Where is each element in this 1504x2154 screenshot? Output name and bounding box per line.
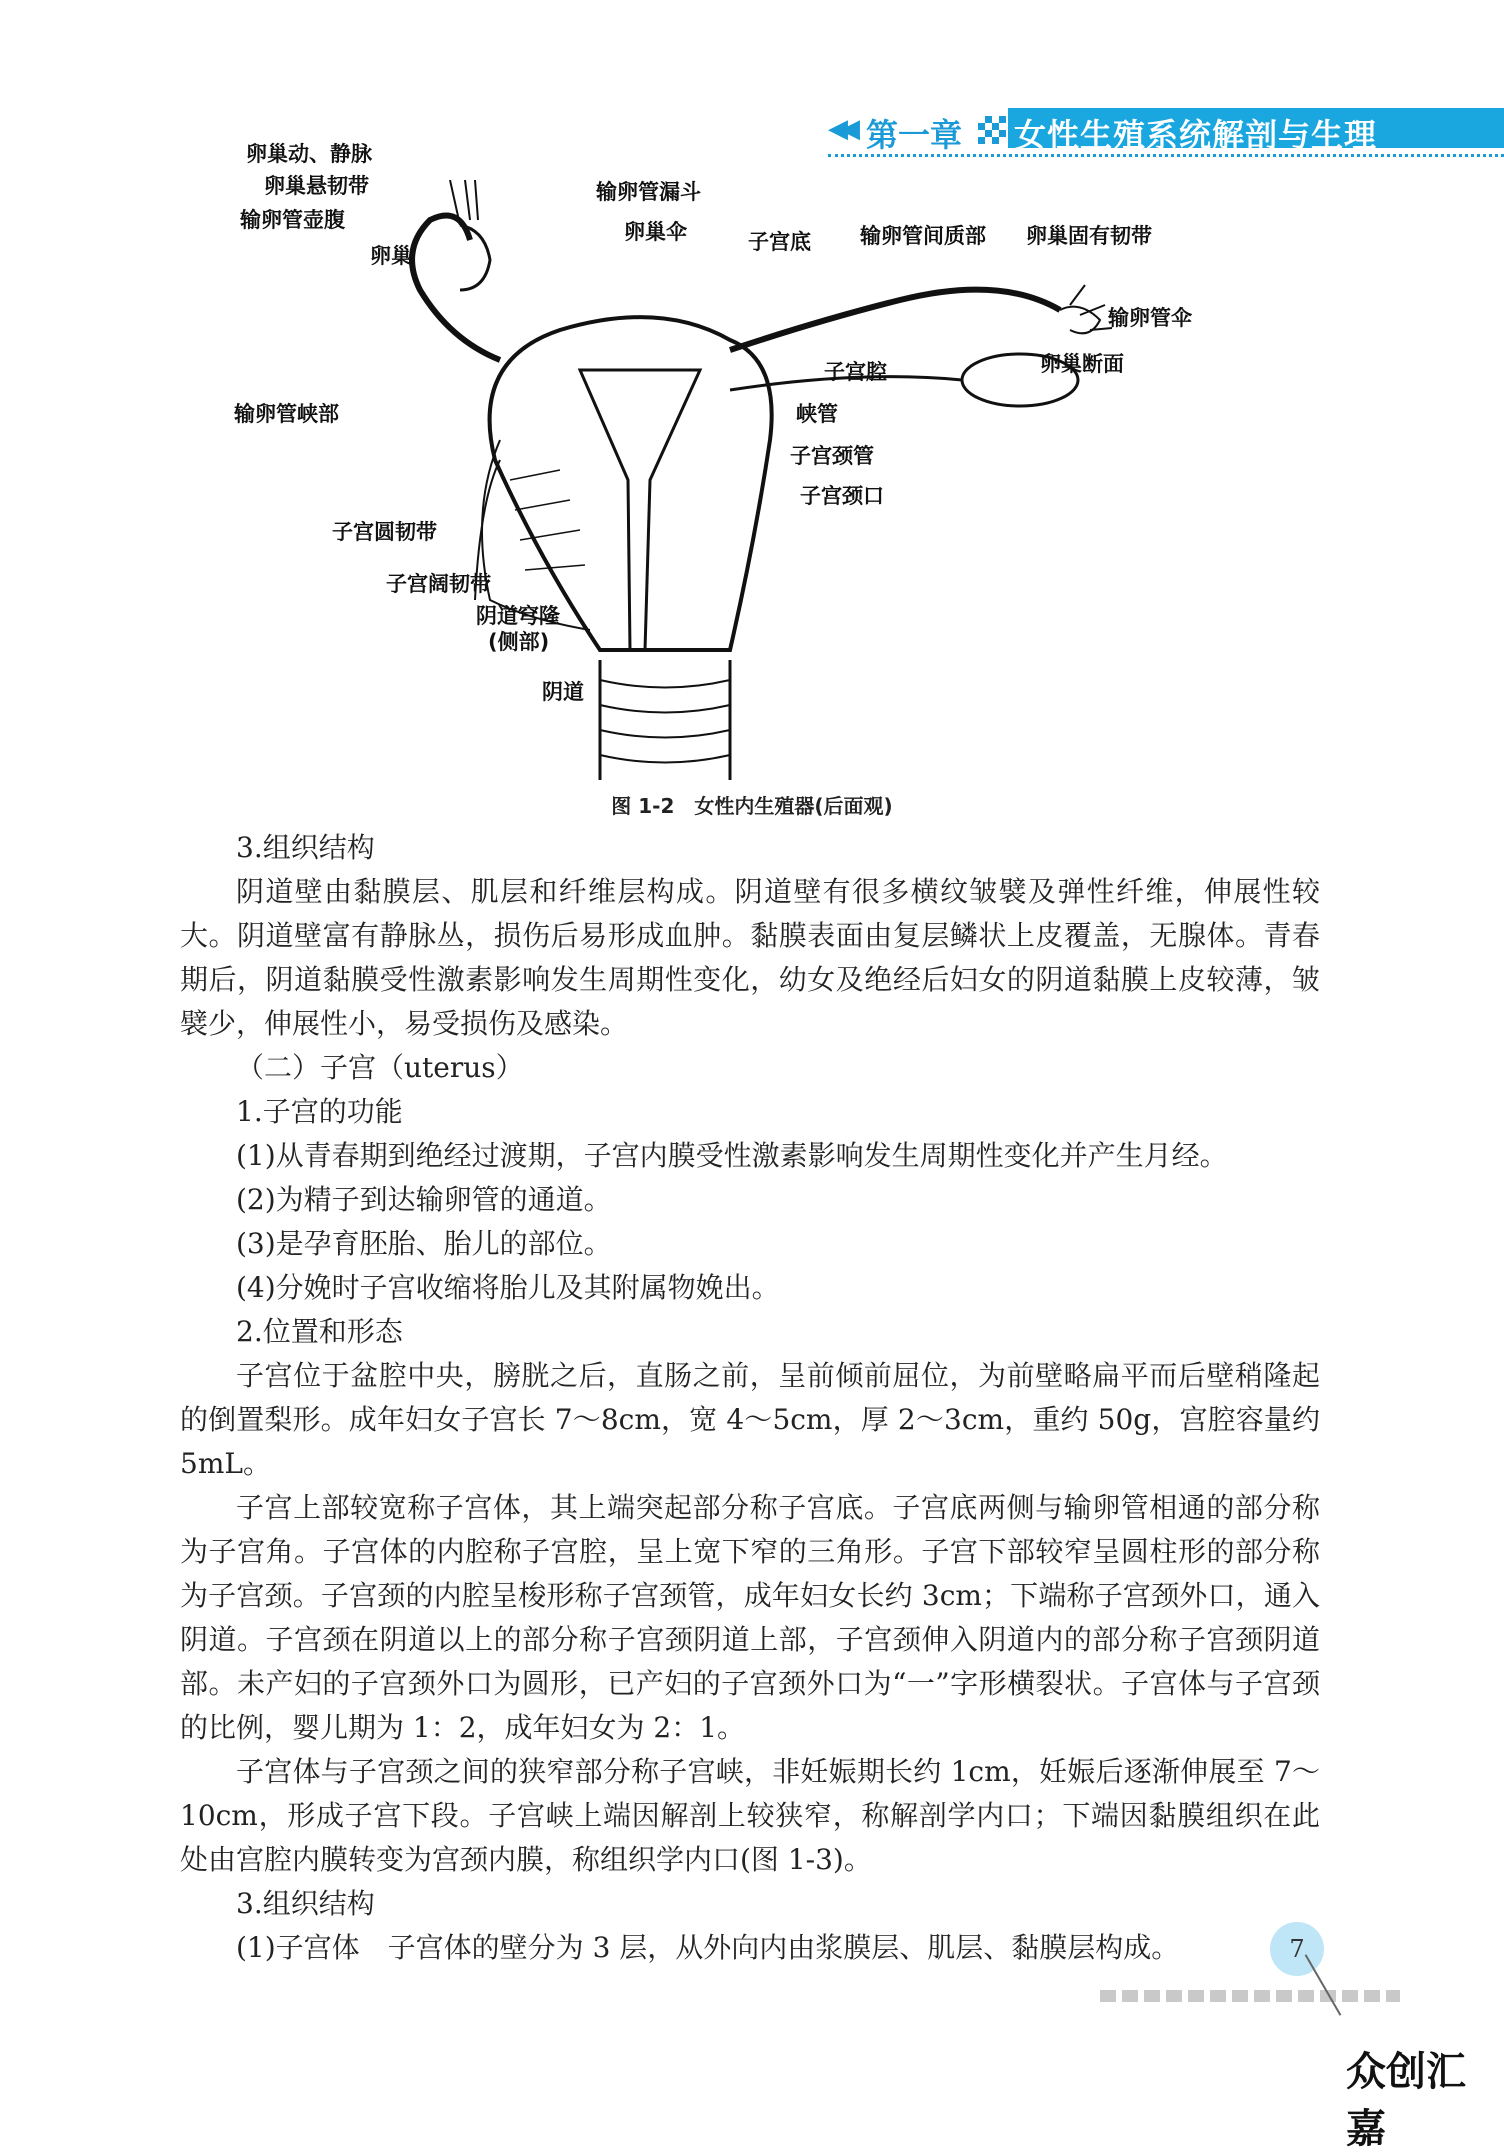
label-fimbria-ovarica: 卵巢伞 xyxy=(624,220,687,244)
section-heading: 1.子宫的功能 xyxy=(236,1095,403,1128)
body-text xyxy=(180,826,1320,1970)
list-item: (1)从青春期到绝经过渡期，子宫内膜受性激素影响发生周期性变化并产生月经。 xyxy=(236,1139,1228,1172)
label-ovary-left: 卵巢 xyxy=(370,244,412,268)
label-isthmus: 输卵管峡部 xyxy=(234,402,339,426)
watermark-text: 众创汇嘉 xyxy=(1346,2049,1466,2152)
label-cervical-canal: 子宫颈管 xyxy=(790,444,874,468)
label-ovarian-vessels: 卵巢动、静脉 xyxy=(246,142,372,166)
footer-slash xyxy=(1305,1954,1342,2016)
checker-decoration xyxy=(978,116,1006,144)
chapter-number: 第一章 xyxy=(866,116,963,154)
list-item: (3)是孕育胚胎、胎儿的部位。 xyxy=(236,1227,612,1260)
label-lateral-part: (侧部) xyxy=(488,630,550,654)
section-heading: 3.组织结构 xyxy=(236,831,375,864)
chapter-title: 女性生殖系统解剖与生理 xyxy=(1014,116,1378,154)
footer-decoration xyxy=(1100,1990,1400,2002)
label-cervical-os: 子宫颈口 xyxy=(800,484,884,508)
double-arrow-icon: ◀◀ xyxy=(828,114,852,144)
label-vaginal-fornix: 阴道穹隆 xyxy=(476,604,560,628)
label-broad-ligament: 子宫阔韧带 xyxy=(386,572,491,596)
label-fundus: 子宫底 xyxy=(748,230,811,254)
chapter-header xyxy=(828,108,1504,154)
paragraph: 子宫位于盆腔中央，膀胱之后，直肠之前，呈前倾前屈位，为前壁略扁平而后壁稍隆起的倒置梨形。成年妇女子宫长 7～8cm，宽 4～5cm，厚 2～3cm，重约 50g，宫腔容量约 5mL。 xyxy=(180,1359,1320,1480)
paragraph: 子宫体与子宫颈之间的狭窄部分称子宫峡，非妊娠期长约 1cm，妊娠后逐渐伸展至 7～10cm，形成子宫下段。子宫峡上端因解剖上较狭窄，称解剖学内口；下端因黏膜组织在此处由宫腔内膜转变为宫颈内膜，称组织学内口(图 1-3)。 xyxy=(180,1755,1320,1876)
section-heading: 2.位置和形态 xyxy=(236,1315,403,1348)
chapter-title-bar xyxy=(1008,108,1504,154)
page-number: 7 xyxy=(1270,1922,1324,1976)
list-item: (4)分娩时子宫收缩将胎儿及其附属物娩出。 xyxy=(236,1271,780,1304)
list-item: (1)子宫体 子宫体的壁分为 3 层，从外向内由浆膜层、肌层、黏膜层构成。 xyxy=(236,1931,1180,1964)
label-ovarian-ligament: 卵巢固有韧带 xyxy=(1026,224,1152,248)
header-dotted-divider xyxy=(828,154,1504,157)
anatomy-illustration xyxy=(300,180,1210,780)
paragraph: 子宫上部较宽称子宫体，其上端突起部分称子宫底。子宫底两侧与输卵管相通的部分称为子宫角。子宫体的内腔称子宫腔，呈上宽下窄的三角形。子宫下部较窄呈圆柱形的部分称为子宫颈。子宫颈的内腔呈梭形称子宫颈管，成年妇女长约 3cm；下端称子宫颈外口，通入阴道。子宫颈在阴道以上的部分称子宫颈阴道上部，子宫颈伸入阴道内的部分称子宫颈阴道部。未产妇的子宫颈外口为圆形，已产妇的子宫颈外口为“一”字形横裂状。子宫体与子宫颈的比例，婴儿期为 1：2，成年妇女为 2：1。 xyxy=(180,1491,1320,1744)
label-interstitial: 输卵管间质部 xyxy=(860,224,986,248)
label-vagina: 阴道 xyxy=(542,680,584,704)
label-round-ligament: 子宫圆韧带 xyxy=(332,520,437,544)
label-suspensory-ligament: 卵巢悬韧带 xyxy=(264,174,369,198)
label-ovary-section: 卵巢断面 xyxy=(1040,352,1124,376)
figure-caption: 图 1-2 女性内生殖器(后面观) xyxy=(611,794,893,818)
list-item: (2)为精子到达输卵管的通道。 xyxy=(236,1183,612,1216)
anatomy-figure xyxy=(234,142,1210,780)
label-ampulla: 输卵管壶腹 xyxy=(240,208,345,232)
paragraph: 阴道壁由黏膜层、肌层和纤维层构成。阴道壁有很多横纹皱襞及弹性纤维，伸展性较大。阴道壁富有静脉丛，损伤后易形成血肿。黏膜表面由复层鳞状上皮覆盖，无腺体。青春期后，阴道黏膜受性激素影响发生周期性变化，幼女及绝经后妇女的阴道黏膜上皮较薄，皱襞少，伸展性小，易受损伤及感染。 xyxy=(180,875,1320,1040)
label-isthmic-canal: 峡管 xyxy=(796,402,838,426)
label-uterine-cavity: 子宫腔 xyxy=(824,360,887,384)
section-heading: （二）子宫（uterus） xyxy=(236,1051,524,1084)
label-fimbriae: 输卵管伞 xyxy=(1108,306,1192,330)
section-heading: 3.组织结构 xyxy=(236,1887,375,1920)
label-infundibulum: 输卵管漏斗 xyxy=(596,180,701,204)
